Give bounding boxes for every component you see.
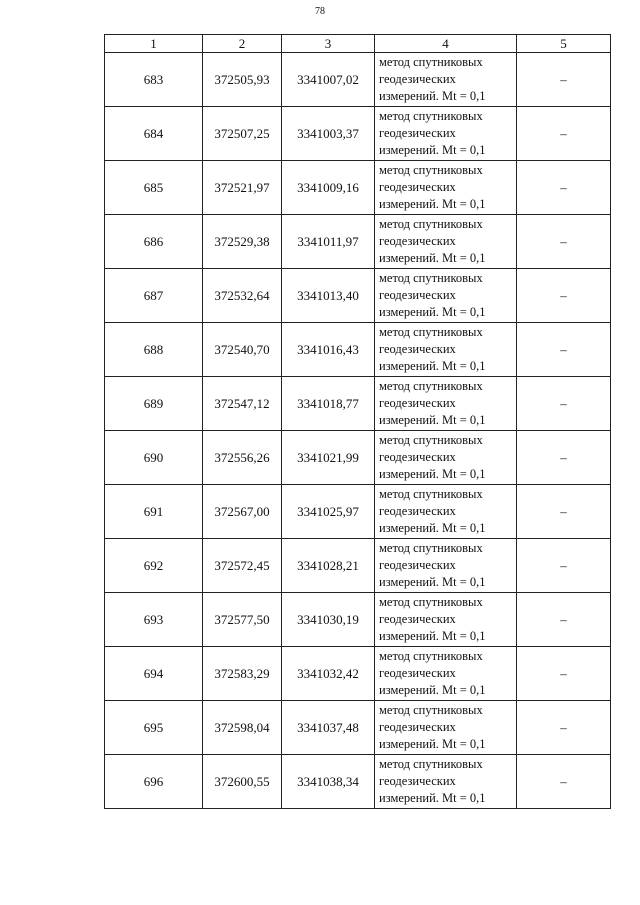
y-coordinate-cell: 3341025,97: [282, 485, 375, 539]
method-line: метод спутниковых: [379, 271, 483, 285]
point-number-cell: 696: [105, 755, 203, 809]
y-coordinate-cell: 3341032,42: [282, 647, 375, 701]
method-line: геодезических: [379, 774, 456, 788]
note-cell: –: [517, 485, 611, 539]
point-number-cell: 686: [105, 215, 203, 269]
method-line: метод спутниковых: [379, 379, 483, 393]
point-number-cell: 690: [105, 431, 203, 485]
table-row: [105, 323, 611, 377]
method-line: измерений. Mt = 0,1: [379, 359, 486, 373]
method-line: метод спутниковых: [379, 757, 483, 771]
method-cell: [375, 323, 517, 377]
note-cell: –: [517, 53, 611, 107]
y-coordinate-cell: 3341016,43: [282, 323, 375, 377]
method-line: метод спутниковых: [379, 55, 483, 69]
header-cell-1: 1: [105, 35, 203, 53]
note-cell: –: [517, 593, 611, 647]
header-row: [105, 35, 611, 53]
method-cell: [375, 53, 517, 107]
method-line: измерений. Mt = 0,1: [379, 467, 486, 481]
method-line: геодезических: [379, 450, 456, 464]
method-line: геодезических: [379, 180, 456, 194]
note-cell: –: [517, 377, 611, 431]
y-coordinate-cell: 3341021,99: [282, 431, 375, 485]
note-cell: –: [517, 323, 611, 377]
method-line: геодезических: [379, 612, 456, 626]
x-coordinate-cell: 372532,64: [203, 269, 282, 323]
x-coordinate-cell: 372505,93: [203, 53, 282, 107]
method-cell: [375, 161, 517, 215]
method-line: геодезических: [379, 126, 456, 140]
header-cell-5: 5: [517, 35, 611, 53]
y-coordinate-cell: 3341011,97: [282, 215, 375, 269]
method-cell: [375, 647, 517, 701]
x-coordinate-cell: 372598,04: [203, 701, 282, 755]
method-line: измерений. Mt = 0,1: [379, 737, 486, 751]
table-row: [105, 107, 611, 161]
table-row: [105, 701, 611, 755]
method-line: метод спутниковых: [379, 163, 483, 177]
point-number-cell: 684: [105, 107, 203, 161]
method-cell: [375, 755, 517, 809]
y-coordinate-cell: 3341028,21: [282, 539, 375, 593]
page-number: 78: [315, 6, 325, 17]
method-line: метод спутниковых: [379, 433, 483, 447]
note-cell: –: [517, 539, 611, 593]
method-line: измерений. Mt = 0,1: [379, 683, 486, 697]
method-line: измерений. Mt = 0,1: [379, 89, 486, 103]
note-cell: –: [517, 107, 611, 161]
method-cell: [375, 269, 517, 323]
y-coordinate-cell: 3341030,19: [282, 593, 375, 647]
method-cell: [375, 593, 517, 647]
point-number-cell: 689: [105, 377, 203, 431]
table-row: [105, 539, 611, 593]
note-cell: –: [517, 215, 611, 269]
x-coordinate-cell: 372572,45: [203, 539, 282, 593]
y-coordinate-cell: 3341009,16: [282, 161, 375, 215]
method-line: метод спутниковых: [379, 487, 483, 501]
note-cell: –: [517, 647, 611, 701]
method-line: метод спутниковых: [379, 109, 483, 123]
header-cell-4: 4: [375, 35, 517, 53]
method-line: измерений. Mt = 0,1: [379, 251, 486, 265]
table-row: [105, 647, 611, 701]
table-row: [105, 755, 611, 809]
table-row: [105, 377, 611, 431]
x-coordinate-cell: 372556,26: [203, 431, 282, 485]
method-line: геодезических: [379, 342, 456, 356]
method-line: геодезических: [379, 288, 456, 302]
y-coordinate-cell: 3341038,34: [282, 755, 375, 809]
method-cell: [375, 485, 517, 539]
method-line: геодезических: [379, 720, 456, 734]
x-coordinate-cell: 372567,00: [203, 485, 282, 539]
x-coordinate-cell: 372600,55: [203, 755, 282, 809]
point-number-cell: 688: [105, 323, 203, 377]
x-coordinate-cell: 372529,38: [203, 215, 282, 269]
table-row: [105, 269, 611, 323]
method-cell: [375, 377, 517, 431]
method-cell: [375, 701, 517, 755]
table-row: [105, 215, 611, 269]
method-line: метод спутниковых: [379, 217, 483, 231]
point-number-cell: 693: [105, 593, 203, 647]
method-cell: [375, 431, 517, 485]
method-line: измерений. Mt = 0,1: [379, 575, 486, 589]
table-row: [105, 485, 611, 539]
method-line: метод спутниковых: [379, 703, 483, 717]
method-cell: [375, 107, 517, 161]
method-line: метод спутниковых: [379, 649, 483, 663]
point-number-cell: 683: [105, 53, 203, 107]
y-coordinate-cell: 3341013,40: [282, 269, 375, 323]
point-number-cell: 685: [105, 161, 203, 215]
method-line: геодезических: [379, 558, 456, 572]
note-cell: –: [517, 701, 611, 755]
x-coordinate-cell: 372583,29: [203, 647, 282, 701]
method-cell: [375, 539, 517, 593]
y-coordinate-cell: 3341037,48: [282, 701, 375, 755]
method-line: геодезических: [379, 396, 456, 410]
method-line: измерений. Mt = 0,1: [379, 305, 486, 319]
table-row: [105, 431, 611, 485]
table-row: [105, 593, 611, 647]
y-coordinate-cell: 3341007,02: [282, 53, 375, 107]
method-line: измерений. Mt = 0,1: [379, 143, 486, 157]
method-line: геодезических: [379, 504, 456, 518]
method-cell: [375, 215, 517, 269]
method-line: метод спутниковых: [379, 541, 483, 555]
note-cell: –: [517, 161, 611, 215]
note-cell: –: [517, 755, 611, 809]
method-line: геодезических: [379, 234, 456, 248]
table-row: [105, 53, 611, 107]
y-coordinate-cell: 3341018,77: [282, 377, 375, 431]
method-line: измерений. Mt = 0,1: [379, 197, 486, 211]
header-cell-3: 3: [282, 35, 375, 53]
note-cell: –: [517, 269, 611, 323]
point-number-cell: 694: [105, 647, 203, 701]
point-number-cell: 695: [105, 701, 203, 755]
method-line: измерений. Mt = 0,1: [379, 629, 486, 643]
header-cell-2: 2: [203, 35, 282, 53]
point-number-cell: 691: [105, 485, 203, 539]
x-coordinate-cell: 372577,50: [203, 593, 282, 647]
x-coordinate-cell: 372521,97: [203, 161, 282, 215]
method-line: измерений. Mt = 0,1: [379, 521, 486, 535]
coordinates-table: [104, 34, 611, 809]
point-number-cell: 687: [105, 269, 203, 323]
method-line: измерений. Mt = 0,1: [379, 791, 486, 805]
x-coordinate-cell: 372507,25: [203, 107, 282, 161]
method-line: измерений. Mt = 0,1: [379, 413, 486, 427]
method-line: метод спутниковых: [379, 325, 483, 339]
note-cell: –: [517, 431, 611, 485]
method-line: геодезических: [379, 72, 456, 86]
method-line: геодезических: [379, 666, 456, 680]
point-number-cell: 692: [105, 539, 203, 593]
table-row: [105, 161, 611, 215]
x-coordinate-cell: 372547,12: [203, 377, 282, 431]
x-coordinate-cell: 372540,70: [203, 323, 282, 377]
y-coordinate-cell: 3341003,37: [282, 107, 375, 161]
method-line: метод спутниковых: [379, 595, 483, 609]
table-body: [105, 35, 611, 809]
